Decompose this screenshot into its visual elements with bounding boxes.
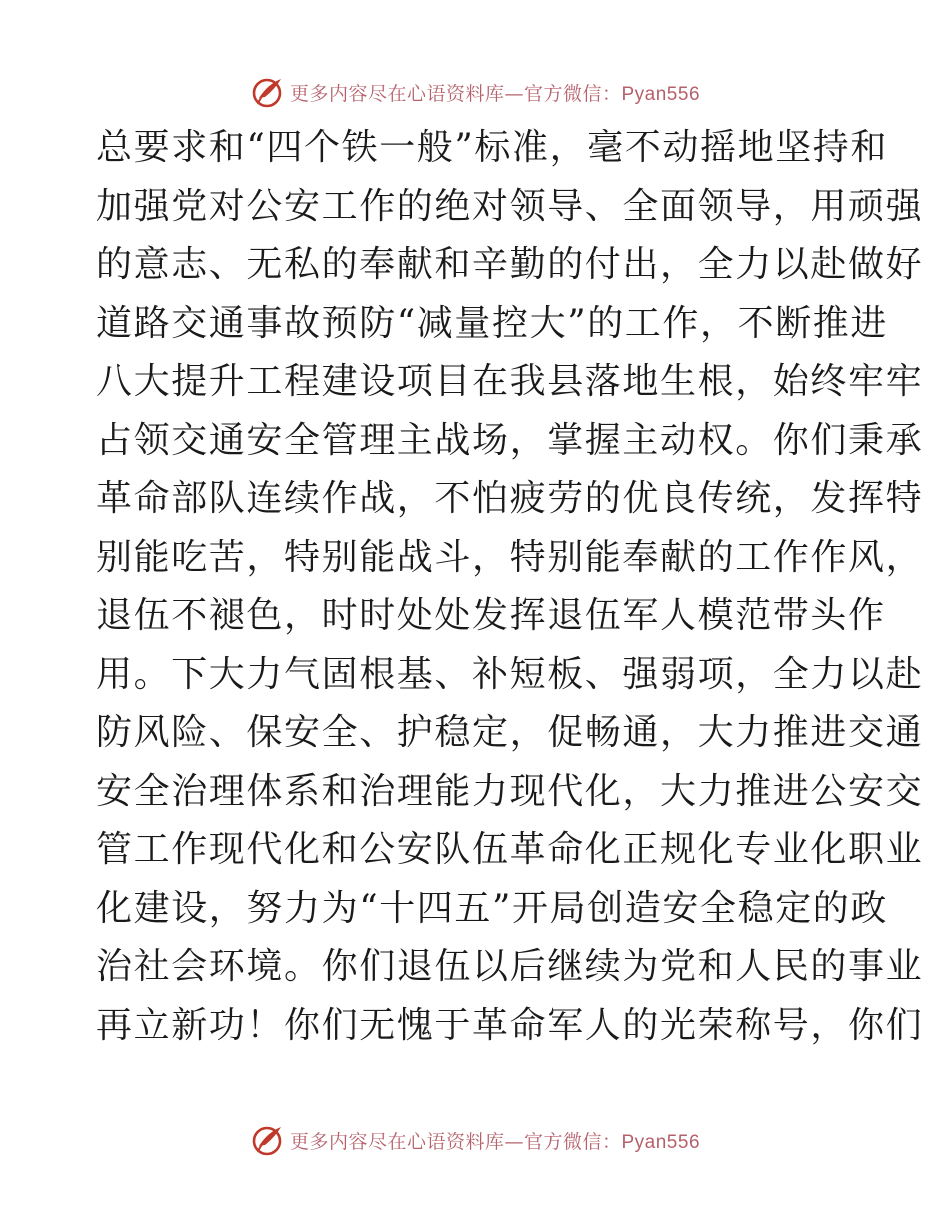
body-line: 的意志、无私的奉献和辛勤的付出，全力以赴做好	[96, 244, 924, 285]
body-line: 用。下大力气固根基、补短板、强弱项，全力以赴	[96, 653, 924, 695]
header-watermark	[0, 72, 950, 112]
footer-watermark-text: 更多内容尽在心语资料库—官方微信：	[289, 1130, 622, 1153]
body-line: 道路交通事故预防“减量控大”的工作，不断推进	[96, 302, 889, 344]
body-line: 防风险、保安全、护稳定，促畅通，大力推进交通	[96, 712, 924, 753]
header-wechat-id: Pyan556	[621, 83, 701, 105]
body-line: 占领交通安全管理主战场，掌握主动权。你们秉承	[96, 419, 924, 461]
body-line: 退伍不褪色，时时处处发挥退伍军人模范带头作	[96, 595, 886, 636]
header-watermark-text: 更多内容尽在心语资料库—官方微信：	[289, 82, 622, 105]
document-body	[96, 119, 924, 1055]
body-line: 总要求和“四个铁一般”标准，毫不动摇地坚持和	[96, 127, 889, 168]
body-line: 加强党对公安工作的绝对领导、全面领导，用顽强	[96, 185, 924, 227]
body-line: 管工作现代化和公安队伍革命化正规化专业化职业	[96, 829, 924, 870]
body-line: 安全治理体系和治理能力现代化，大力推进公安交	[96, 770, 924, 812]
quill-pen-logo-icon	[250, 1122, 286, 1158]
body-line: 革命部队连续作战，不怕疲劳的优良传统，发挥特	[96, 478, 924, 519]
body-line: 再立新功！你们无愧于革命军人的光荣称号，你们	[96, 1004, 924, 1046]
footer-watermark	[0, 1120, 950, 1160]
quill-pen-logo-icon	[250, 74, 286, 110]
body-line: 治社会环境。你们退伍以后继续为党和人民的事业	[96, 946, 924, 987]
body-line: 别能吃苦，特别能战斗，特别能奉献的工作作风，	[96, 536, 924, 578]
footer-wechat-id: Pyan556	[621, 1131, 701, 1153]
body-line: 八大提升工程建设项目在我县落地生根，始终牢牢	[96, 361, 924, 402]
body-line: 化建设，努力为“十四五”开局创造安全稳定的政	[96, 887, 889, 929]
